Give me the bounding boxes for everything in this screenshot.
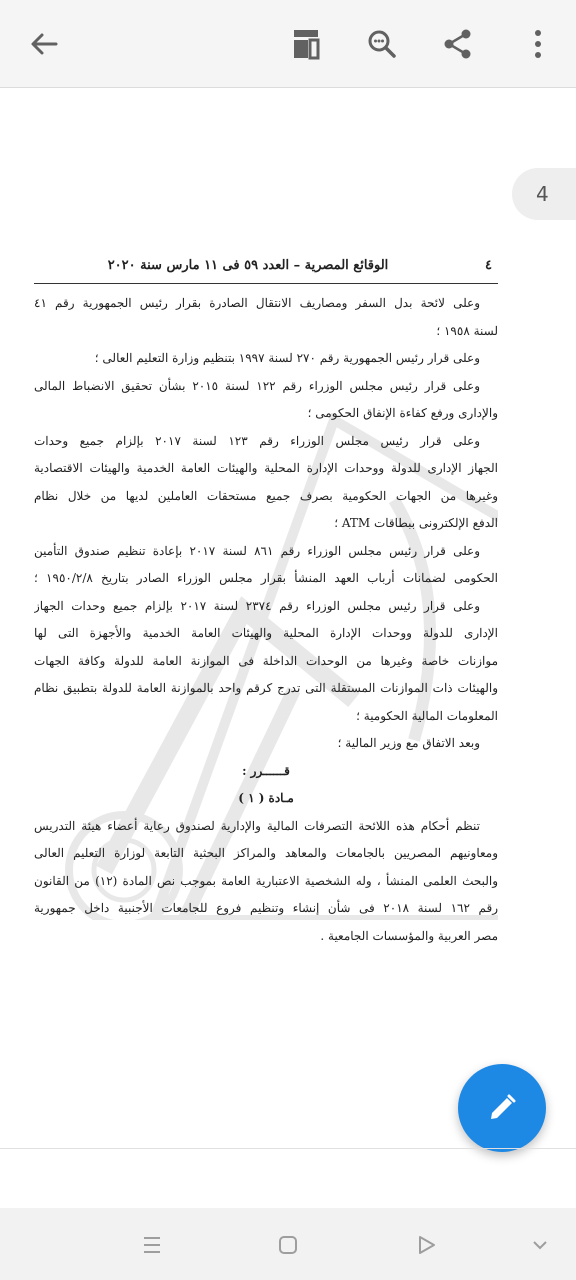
divider xyxy=(0,1148,576,1149)
more-vertical-icon[interactable] xyxy=(514,20,562,68)
text-line: وعلى قرار رئيس مجلس الوزراء رقم ٢٣٧٤ لسنة ٢٠١٧ بإلزام جميع وحدات الجهاز xyxy=(34,598,480,613)
text-line: موازنات خاصة وغيرها من الوحدات الداخلة فى الموازنة العامة للدولة وكافة الجهات xyxy=(34,653,498,668)
article-heading: مـادة ( ١ ) xyxy=(238,791,294,805)
text-line: الحكومى لضمانات أرباب العهد المنشأ بقرار مجلس الوزراء الصادر بتاريخ ١٩٥٠/٢/٨ ؛ xyxy=(34,571,498,585)
text-line: والبحث العلمى المنشأ ، وله الشخصية الاعتبارية العامة بموجب نص المادة (١٢) من القانون xyxy=(34,873,498,888)
text-line: وغيرها من الجهات الحكومية بصرف جميع مستحقات العاملين لديها من خلال نظام xyxy=(34,488,498,503)
text-line: وعلى قرار رئيس الجمهورية رقم ٢٧٠ لسنة ١٩٩٧ بتنظيم وزارة التعليم العالى ؛ xyxy=(94,351,480,365)
document-body xyxy=(34,290,498,950)
text-line: والإدارى ورفع كفاءة الإنفاق الحكومى ؛ xyxy=(307,406,498,420)
page-number-indicator: 4 xyxy=(512,168,576,220)
header-page-number: ٤ xyxy=(485,258,492,273)
back-triangle-icon[interactable] xyxy=(408,1228,444,1262)
edit-fab-button[interactable] xyxy=(458,1064,546,1152)
top-toolbar xyxy=(0,0,576,88)
text-line: والهيئات ذات الموازنات المستقلة التى تدرج كرقم واحد بالموازنة العامة للدولة بتطبيق نظام xyxy=(34,681,498,695)
edit-pencil-icon xyxy=(487,1093,517,1123)
recents-icon[interactable] xyxy=(134,1228,170,1262)
text-line: رقم ١٦٢ لسنة ٢٠١٨ فى شأن إنشاء وتنظيم فروع للجامعات الأجنبية داخل جمهورية xyxy=(34,901,498,915)
text-line: لسنة ١٩٥٨ ؛ xyxy=(436,323,498,338)
header-title: الوقائع المصرية – العدد ٥٩ فى ١١ مارس سنة ٢٠٢٠ xyxy=(107,258,389,273)
document-header xyxy=(34,250,498,284)
text-line: مصر العربية والمؤسسات الجامعية . xyxy=(320,928,498,943)
section-heading: قــــــرر : xyxy=(242,763,290,778)
text-line: تنظم أحكام هذه اللائحة التصرفات المالية والإدارية لصندوق رعاية أعضاء هيئة التدريس xyxy=(34,818,480,833)
text-line: وعلى قرار رئيس مجلس الوزراء رقم ١٢٣ لسنة ٢٠١٧ بإلزام جميع وحدات xyxy=(34,433,481,448)
document-page xyxy=(34,250,498,980)
system-nav-bar xyxy=(0,1208,576,1280)
share-icon[interactable] xyxy=(434,20,482,68)
text-line: الجهاز الإدارى للدولة ووحدات الإدارة المحلية والهيئات العامة الخدمية والهيئات الاقتصادية xyxy=(34,461,498,475)
text-line: وعلى قرار رئيس مجلس الوزراء رقم ١٢٢ لسنة ٢٠١٥ بشأن تحقيق الانضباط المالى xyxy=(34,378,480,393)
hide-keyboard-chevron-icon[interactable] xyxy=(522,1228,558,1262)
search-zoom-icon[interactable] xyxy=(358,20,406,68)
text-line: المعلومات المالية الحكومية ؛ xyxy=(356,708,498,723)
text-line: الدفع الإلكترونى ببطاقات ATM ؛ xyxy=(334,516,498,530)
text-line: وبعد الاتفاق مع وزير المالية ؛ xyxy=(337,736,480,750)
text-line: وعلى قرار رئيس مجلس الوزراء رقم ٨٦١ لسنة ٢٠١٧ بإعادة تنظيم صندوق التأمين xyxy=(34,543,480,558)
back-arrow-icon[interactable] xyxy=(20,20,68,68)
text-line: وعلى لائحة بدل السفر ومصاريف الانتقال الصادرة بقرار رئيس الجمهورية رقم ٤١ xyxy=(34,296,480,310)
home-icon[interactable] xyxy=(270,1228,306,1262)
page-layout-icon[interactable] xyxy=(282,20,330,68)
text-line: الإدارى للدولة ووحدات الإدارة المحلية والهيئات العامة الخدمية والأجهزة التى لها xyxy=(34,626,498,640)
text-line: ومعاونيهم المصريين بالجامعات والمعاهد والمراكز البحثية التابعة لوزارة التعليم العالى xyxy=(34,846,498,860)
